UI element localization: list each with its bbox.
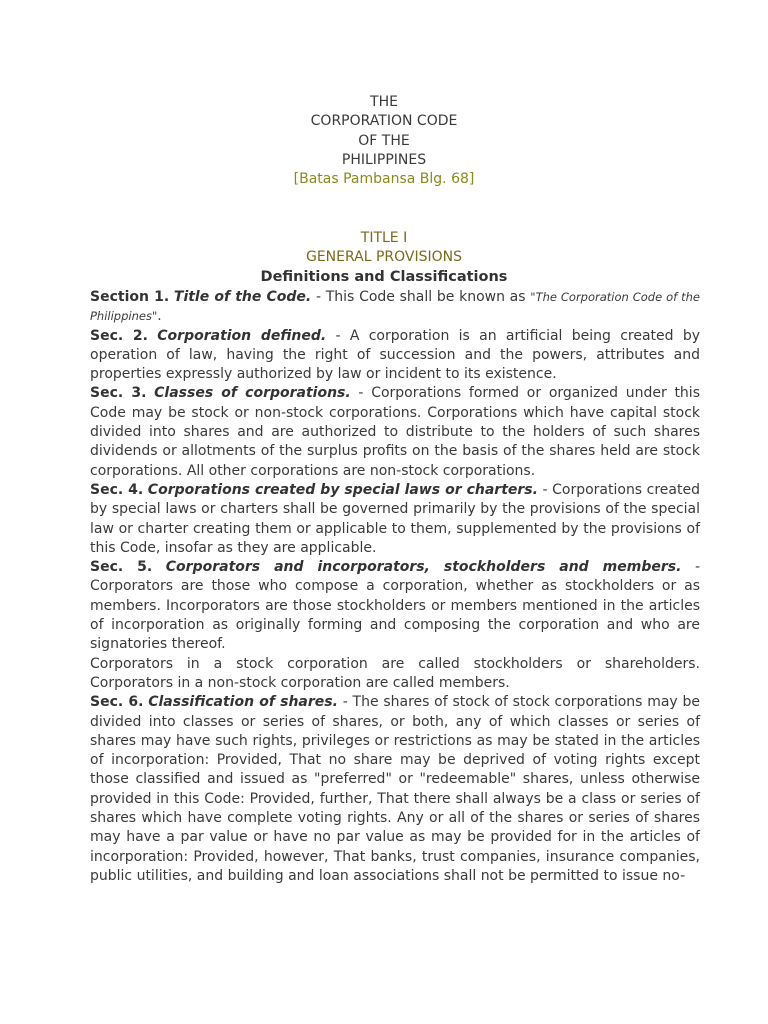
section-text: - Corporations formed or organized under this Code may be stock or non-stock corporations. Corporations which have capital stock divided into shares and are authorized to distribute to the holders of such shares dividends or allotments of the surplus profits on the basis of the shares held are stock corporations. All other corporations are non-stock corporations. xyxy=(90,385,700,479)
section-label: Sec. 4. xyxy=(90,481,144,498)
section-label: Sec. 5. xyxy=(90,559,153,576)
section-2 xyxy=(90,327,700,385)
section-1 xyxy=(90,288,700,327)
section-5 xyxy=(90,558,700,654)
section-title: Corporation defined. xyxy=(157,327,327,344)
section-text: - The shares of stock of stock corporations may be divided into classes or series of shares, or both, any of which classes or series of shares may have such rights, privileges or restrictions as may be stated in the articles of incorporation: Provided, That no share may be deprived of voting rights except those classified and issued as "preferred" or "redeemable" shares, unless otherwise provided in this Code: Provided, further, That there shall always be a class or series of shares which have complete voting rights. Any or all of the shares or series of shares may have a par value or have no par value as may be provided for in the articles of incorporation: Provided, however, That banks, trust companies, insurance companies, public utilities, and building and loan associations shall not be permitted to issue no- xyxy=(90,694,700,884)
section-tail: . xyxy=(157,308,162,325)
section-label: Sec. 6. xyxy=(90,694,144,711)
document-header xyxy=(0,93,768,189)
section-label: Section 1. xyxy=(90,289,170,305)
section-label: Sec. 2. xyxy=(90,327,148,344)
section-text: - Corporators are those who compose a corporation, whether as stockholders or as members. Incorporators are those stockholders or members mentioned in the articles of incorporation as originally forming and composing the corporation and who are signatories thereof. xyxy=(90,559,700,653)
title-number: TITLE I xyxy=(360,230,408,246)
title-subtitle: Definitions and Classifications xyxy=(260,268,508,285)
section-4 xyxy=(90,481,700,558)
title-name: GENERAL PROVISIONS xyxy=(305,249,463,266)
section-3 xyxy=(90,384,700,480)
header-line-philippines: PHILIPPINES xyxy=(341,151,427,168)
section-title: Classes of corporations. xyxy=(154,385,351,402)
section-text: - Corporations created by special laws or charters shall be governed primarily by the provisions of the special law or charter creating them or applicable to them, supplemented by the provisions of this Code, insofar as they are applicable. xyxy=(90,481,700,556)
section-6 xyxy=(90,693,700,886)
section-quote: "The Corporation Code of the Philippines" xyxy=(90,290,700,324)
header-line-the: THE xyxy=(370,94,398,110)
header-line-batas-pambansa: [Batas Pambansa Blg. 68] xyxy=(293,171,475,188)
title-block xyxy=(0,229,768,287)
section-text: - This Code shall be known as xyxy=(311,289,531,305)
section-title: Classification of shares. xyxy=(148,694,338,711)
section-title: Title of the Code. xyxy=(173,289,312,305)
section-label: Sec. 3. xyxy=(90,385,147,402)
section-title: Corporations created by special laws or charters. xyxy=(147,481,538,498)
document-body xyxy=(90,288,700,886)
section-5-extra: Corporators in a stock corporation are called stockholders or shareholders. Corporators in a non-stock corporation are called members. xyxy=(90,655,700,691)
section-title: Corporators and incorporators, stockholders and members. xyxy=(165,559,682,576)
header-line-of-the: OF THE xyxy=(358,132,410,149)
header-line-corporation-code: CORPORATION CODE xyxy=(310,113,458,130)
section-text: - A corporation is an artificial being created by operation of law, having the right of succession and the powers, attributes and properties expressly authorized by law or incident to its existence. xyxy=(90,327,700,383)
